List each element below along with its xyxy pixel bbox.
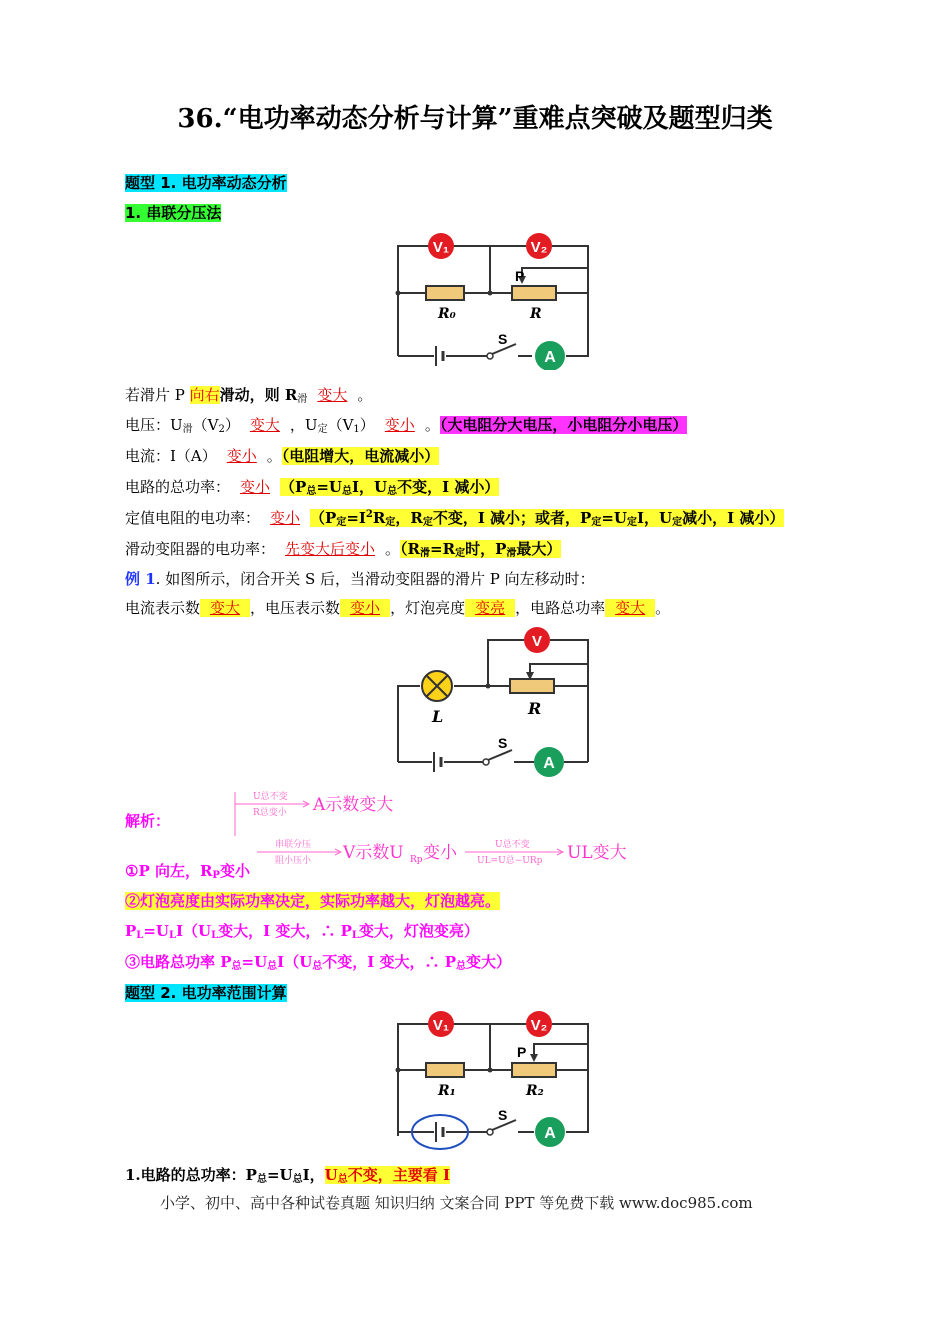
svg-text:串联分压: 串联分压 — [275, 840, 312, 850]
analysis-flow-diagram — [225, 788, 645, 868]
text-line-1: 若滑片 P 向右滑动，则 $R_滑$ 变大 。 — [125, 386, 373, 405]
voltmeter-label: V₂ — [530, 1017, 548, 1034]
analysis-step-3: $P_L=U_LI(U_L$变大，I 变大，∴ $P_L$变大，灯泡变亮） — [125, 922, 479, 941]
svg-text:U总不变: U总不变 — [495, 840, 530, 850]
section-heading-2: 题型 2. 电功率范围计算 — [125, 984, 287, 1002]
circuit-diagram-3 — [390, 1008, 600, 1158]
resistor-label: R₁ — [438, 1083, 456, 1099]
switch-label: S — [498, 331, 508, 347]
svg-text:UL=U总−URp: UL=U总−URp — [477, 856, 543, 866]
resistor-label: R₂ — [526, 1083, 544, 1099]
circuit-diagram-2 — [388, 622, 600, 782]
ammeter-label: A — [544, 1125, 556, 1142]
text-line-6: 滑动变阻器的电功率： 先变大后变小 。（$R_滑=R_定$时，$P_滑$最大） — [125, 540, 562, 559]
text-line-5: 定值电阻的电功率： 变小 （$P_定=I^2R_定$，$R_定$不变，I 减小；或者，$P_定=U_定I$，$U_定$减小，I 减小） — [125, 509, 785, 528]
text-line-last: 1.电路的总功率：$P_总=U_总I$，$U_总$不变，主要看 I — [125, 1166, 450, 1185]
text-line-4: 电路的总功率： 变小 （$P_总=U_总I$，$U_总$不变，I 减小） — [125, 478, 500, 497]
svg-text:V示数U: V示数U — [343, 843, 404, 863]
footer: 小学、初中、高中各种试卷真题 知识归纳 文案合同 PPT 等免费下载 www.doc985.com — [160, 1194, 753, 1212]
analysis-step-2: ②灯泡亮度由实际功率决定，实际功率越大，灯泡越亮。 — [125, 892, 501, 910]
voltmeter-label: V₁ — [432, 1017, 450, 1034]
analysis-step-1: ①P 向左，$R_P$变小 — [125, 862, 250, 881]
svg-text:U总不变: U总不变 — [253, 792, 288, 802]
text-line-2: 电压：$U_滑(V_2)$ 变大 ，$U_定(V_1)$ 变小 。（大电阻分大电压，小电阻分小电压） — [125, 416, 688, 435]
resistor-label: R₀ — [438, 306, 456, 322]
lamp-label: L — [432, 707, 444, 726]
svg-text:UL变大: UL变大 — [567, 843, 627, 863]
page-title: 36.“电功率动态分析与计算”重难点突破及题型归类 — [177, 104, 773, 134]
voltmeter-label: V₁ — [432, 239, 450, 256]
subsection-heading-1: 1. 串联分压法 — [125, 204, 222, 222]
svg-text:A示数变大: A示数变大 — [313, 795, 394, 815]
svg-text:阻小压小: 阻小压小 — [275, 856, 312, 866]
slider-label: P — [517, 1044, 527, 1060]
analysis-step-4: ③电路总功率 $P_总=U_总I(U_总$不变，I 变大，∴ $P_总$变大） — [125, 953, 512, 972]
ammeter-label: A — [544, 349, 556, 366]
resistor-label: R — [530, 306, 542, 322]
example-1-blanks: 电流表示数 变大 ，电压表示数 变小 ，灯泡亮度 变亮 ，电路总功率 变大 。 — [125, 599, 671, 617]
circuit-diagram-1 — [390, 228, 600, 370]
example-1: 例 1. 如图所示，闭合开关 S 后，当滑动变阻器的滑片 P 向左移动时： — [125, 570, 595, 588]
text-line-3: 电流：I（A） 变小 。（电阻增大，电流减小） — [125, 447, 440, 465]
ammeter-label: A — [543, 755, 555, 772]
switch-label: S — [498, 1107, 508, 1123]
svg-text:R总变小: R总变小 — [253, 808, 287, 818]
svg-text:变小: 变小 — [423, 843, 457, 863]
slider-label: P — [515, 268, 525, 284]
voltmeter-label: V₂ — [530, 239, 548, 256]
svg-text:Rp: Rp — [410, 855, 423, 865]
switch-label: S — [498, 735, 508, 751]
voltmeter-label: V — [531, 633, 543, 650]
section-heading-1: 题型 1. 电功率动态分析 — [125, 174, 287, 192]
analysis-label: 解析： — [125, 812, 171, 830]
resistor-label: R — [528, 699, 542, 718]
